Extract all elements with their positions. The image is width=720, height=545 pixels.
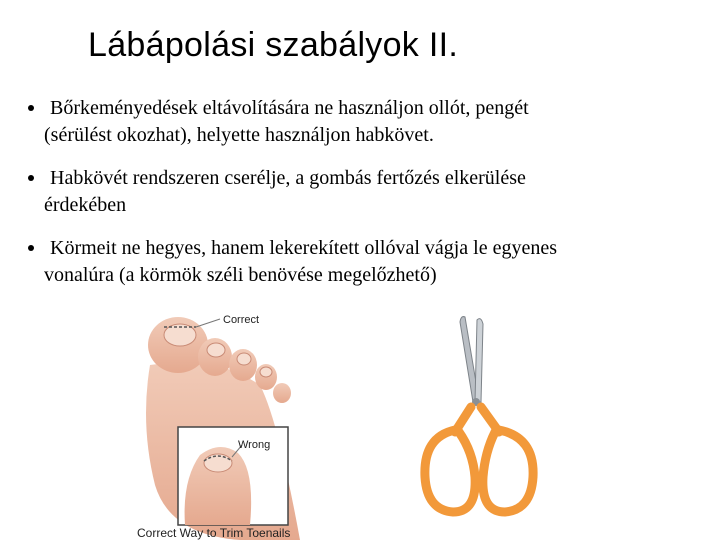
label-correct: Correct bbox=[223, 314, 260, 326]
bullet-line: Bőrkeményedések eltávolítására ne használjon ollót, pengét bbox=[50, 97, 529, 119]
bullet-dot bbox=[28, 245, 34, 251]
scissors-figure bbox=[415, 312, 545, 527]
bullet-line: vonalúra (a körmök széli benövése megelőzhető) bbox=[44, 264, 437, 286]
slide-title: Lábápolási szabályok II. bbox=[88, 26, 459, 64]
figure-caption: Correct Way to Trim Toenails bbox=[137, 526, 291, 540]
bullet-line: Körmeit ne hegyes, hanem lekerekített ollóval vágja le egyenes bbox=[50, 237, 558, 259]
bullet-line: érdekében bbox=[44, 194, 127, 216]
bullet-dot bbox=[28, 175, 34, 181]
bullet-line: Habkövét rendszeren cserélje, a gombás fertőzés elkerülése bbox=[50, 167, 526, 189]
foot-illustration bbox=[130, 305, 420, 540]
label-wrong: Wrong bbox=[238, 439, 271, 451]
bullet-line: (sérülést okozhat), helyette használjon habkövet. bbox=[44, 124, 434, 146]
toenail-trim-figure bbox=[130, 305, 420, 545]
bullet-dot bbox=[28, 105, 34, 111]
scissors-icon bbox=[415, 312, 545, 522]
